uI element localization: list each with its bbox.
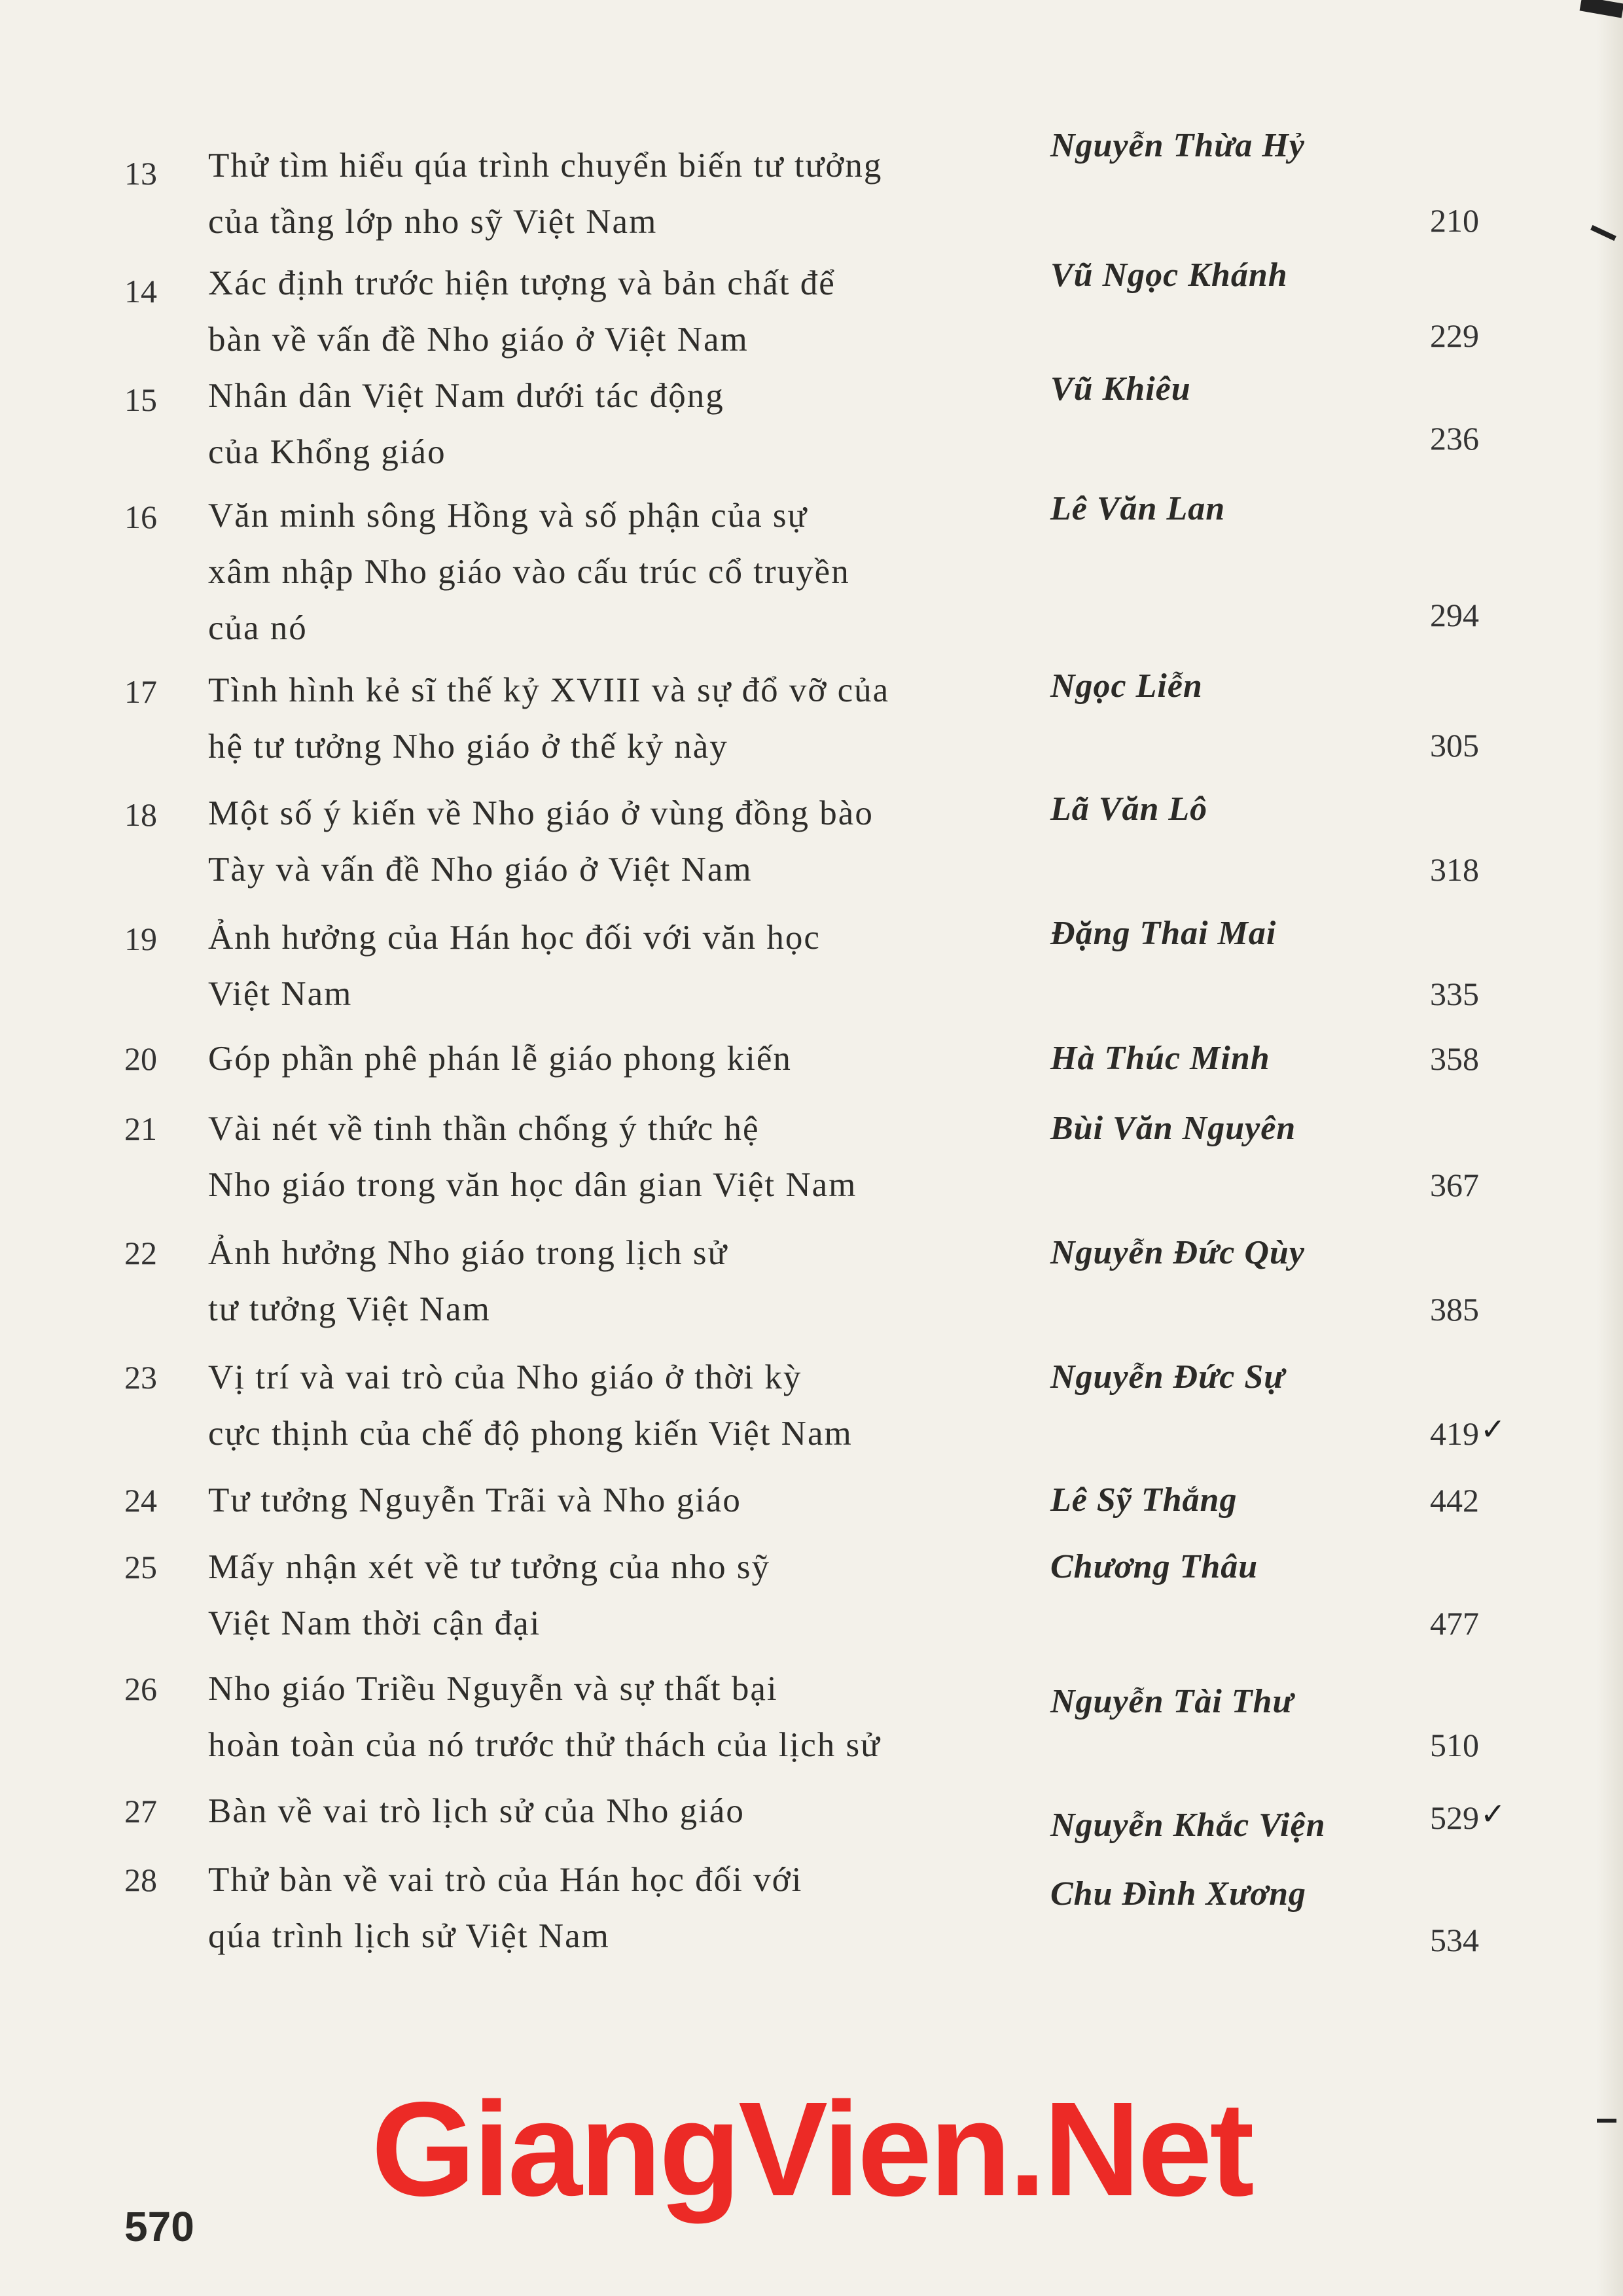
title-line: Nho giáo Triều Nguyễn và sự thất bại — [208, 1670, 778, 1708]
entry-title — [208, 137, 1052, 250]
entry-page: 367 — [1430, 1167, 1479, 1203]
entry-author: Bùi Văn Nguyên — [1050, 1110, 1296, 1147]
entry-title — [208, 1852, 1052, 1964]
entry-page: 419 — [1430, 1415, 1479, 1452]
entry-title — [208, 662, 1052, 775]
entry-number: 16 — [124, 499, 157, 535]
entry-author: Chu Đình Xương — [1050, 1875, 1307, 1913]
title-line: Tình hình kẻ sĩ thế kỷ XVIII và sự đổ vỡ của — [208, 671, 890, 709]
entry-author: Nguyễn Tài Thư — [1050, 1683, 1294, 1720]
entry-number: 21 — [124, 1110, 157, 1147]
title-line: Thử bàn về vai trò của Hán học đối với — [208, 1861, 803, 1899]
entry-author: Hà Thúc Minh — [1050, 1040, 1270, 1077]
entry-author: Vũ Ngọc Khánh — [1050, 256, 1288, 294]
title-line: Nho giáo trong văn học dân gian Việt Nam — [208, 1166, 857, 1204]
entry-author: Nguyễn Khắc Viện — [1050, 1807, 1326, 1844]
entry-title — [208, 910, 1052, 1022]
entry-number: 15 — [124, 381, 157, 418]
entry-author: Nguyễn Thừa Hỷ — [1050, 127, 1305, 164]
entry-page: 229 — [1430, 317, 1479, 354]
entry-number: 26 — [124, 1670, 157, 1707]
title-line: Một số ý kiến về Nho giáo ở vùng đồng bào — [208, 794, 874, 832]
entry-number: 13 — [124, 155, 157, 192]
title-line: tư tưởng Việt Nam — [208, 1290, 491, 1328]
title-line: Việt Nam — [208, 975, 353, 1013]
entry-author: Lã Văn Lô — [1050, 790, 1208, 828]
entry-page: 335 — [1430, 976, 1479, 1012]
entry-title — [208, 1031, 1052, 1087]
title-line: Văn minh sông Hồng và số phận của sự — [208, 497, 808, 535]
entry-number: 27 — [124, 1793, 157, 1829]
title-line: Tư tưởng Nguyễn Trãi và Nho giáo — [208, 1481, 741, 1519]
entry-author: Vũ Khiêu — [1050, 370, 1191, 408]
entry-page: 236 — [1430, 420, 1479, 457]
entry-page: 294 — [1430, 597, 1479, 633]
entry-author: Chương Thâu — [1050, 1548, 1258, 1585]
entry-page: 534 — [1430, 1922, 1479, 1958]
entry-number: 20 — [124, 1040, 157, 1077]
entry-page: 529 — [1430, 1799, 1479, 1836]
entry-page: 385 — [1430, 1291, 1479, 1328]
title-line: của nó — [208, 609, 308, 647]
title-line: bàn về vấn đề Nho giáo ở Việt Nam — [208, 321, 749, 359]
entry-page: 318 — [1430, 851, 1479, 888]
entry-number: 14 — [124, 273, 157, 309]
entry-title — [208, 368, 1052, 480]
title-line: Vị trí và vai trò của Nho giáo ở thời kỳ — [208, 1358, 802, 1396]
entry-number: 19 — [124, 921, 157, 957]
entry-author: Lê Văn Lan — [1050, 490, 1226, 527]
title-line: Việt Nam thời cận đại — [208, 1604, 541, 1642]
entry-title — [208, 1661, 1052, 1773]
entry-author: Nguyễn Đức Sự — [1050, 1358, 1285, 1396]
title-line: hoàn toàn của nó trước thử thách của lịch sử — [208, 1726, 881, 1764]
title-line: xâm nhập Nho giáo vào cấu trúc cổ truyền — [208, 553, 850, 591]
entry-title — [208, 487, 1052, 656]
title-line: Vài nét về tinh thần chống ý thức hệ — [208, 1110, 760, 1148]
title-line: hệ tư tưởng Nho giáo ở thế kỷ này — [208, 728, 728, 766]
handwritten-check-mark: ✓ — [1480, 1413, 1506, 1446]
entry-page: 510 — [1430, 1727, 1479, 1763]
entry-number: 18 — [124, 796, 157, 833]
title-line: Nhân dân Việt Nam dưới tác động — [208, 377, 724, 415]
entry-author: Ngọc Liễn — [1050, 667, 1203, 705]
entry-page: 477 — [1430, 1605, 1479, 1642]
title-line: Mấy nhận xét về tư tưởng của nho sỹ — [208, 1548, 771, 1586]
title-line: Tày và vấn đề Nho giáo ở Việt Nam — [208, 851, 753, 889]
entry-title — [208, 1225, 1052, 1337]
title-line: Thử tìm hiểu qúa trình chuyển biến tư tưởng — [208, 147, 883, 185]
page-number: 570 — [124, 2203, 194, 2250]
title-line: của Khổng giáo — [208, 433, 446, 471]
title-line: Xác định trước hiện tượng và bản chất để — [208, 264, 836, 302]
title-line: của tầng lớp nho sỹ Việt Nam — [208, 203, 658, 241]
entry-number: 22 — [124, 1235, 157, 1271]
entry-number: 24 — [124, 1482, 157, 1519]
entry-title — [208, 1349, 1052, 1462]
handwritten-check-mark: ✓ — [1480, 1797, 1506, 1831]
entry-author: Lê Sỹ Thắng — [1050, 1481, 1238, 1519]
entry-title — [208, 1472, 1052, 1528]
entry-author: Đặng Thai Mai — [1050, 915, 1277, 952]
entry-number: 17 — [124, 673, 157, 710]
entry-author: Nguyễn Đức Qùy — [1050, 1234, 1305, 1271]
title-line: Góp phần phê phán lễ giáo phong kiến — [208, 1040, 792, 1078]
entry-title — [208, 1539, 1052, 1651]
watermark-text: GiangVien.Net — [371, 2074, 1252, 2224]
entry-page: 210 — [1430, 202, 1479, 239]
entry-title — [208, 1101, 1052, 1213]
title-line: Ảnh hưởng Nho giáo trong lịch sử — [208, 1234, 728, 1272]
entry-page: 442 — [1430, 1482, 1479, 1519]
entry-page: 358 — [1430, 1040, 1479, 1077]
entry-title — [208, 1783, 1052, 1839]
entry-title — [208, 255, 1052, 368]
entry-number: 23 — [124, 1359, 157, 1396]
title-line: Bàn về vai trò lịch sử của Nho giáo — [208, 1792, 745, 1830]
entry-number: 28 — [124, 1862, 157, 1898]
title-line: cực thịnh của chế độ phong kiến Việt Nam — [208, 1415, 853, 1453]
entry-title — [208, 785, 1052, 898]
title-line: qúa trình lịch sử Việt Nam — [208, 1917, 610, 1955]
entry-number: 25 — [124, 1549, 157, 1585]
entry-page: 305 — [1430, 727, 1479, 764]
title-line: Ảnh hưởng của Hán học đối với văn học — [208, 919, 821, 957]
